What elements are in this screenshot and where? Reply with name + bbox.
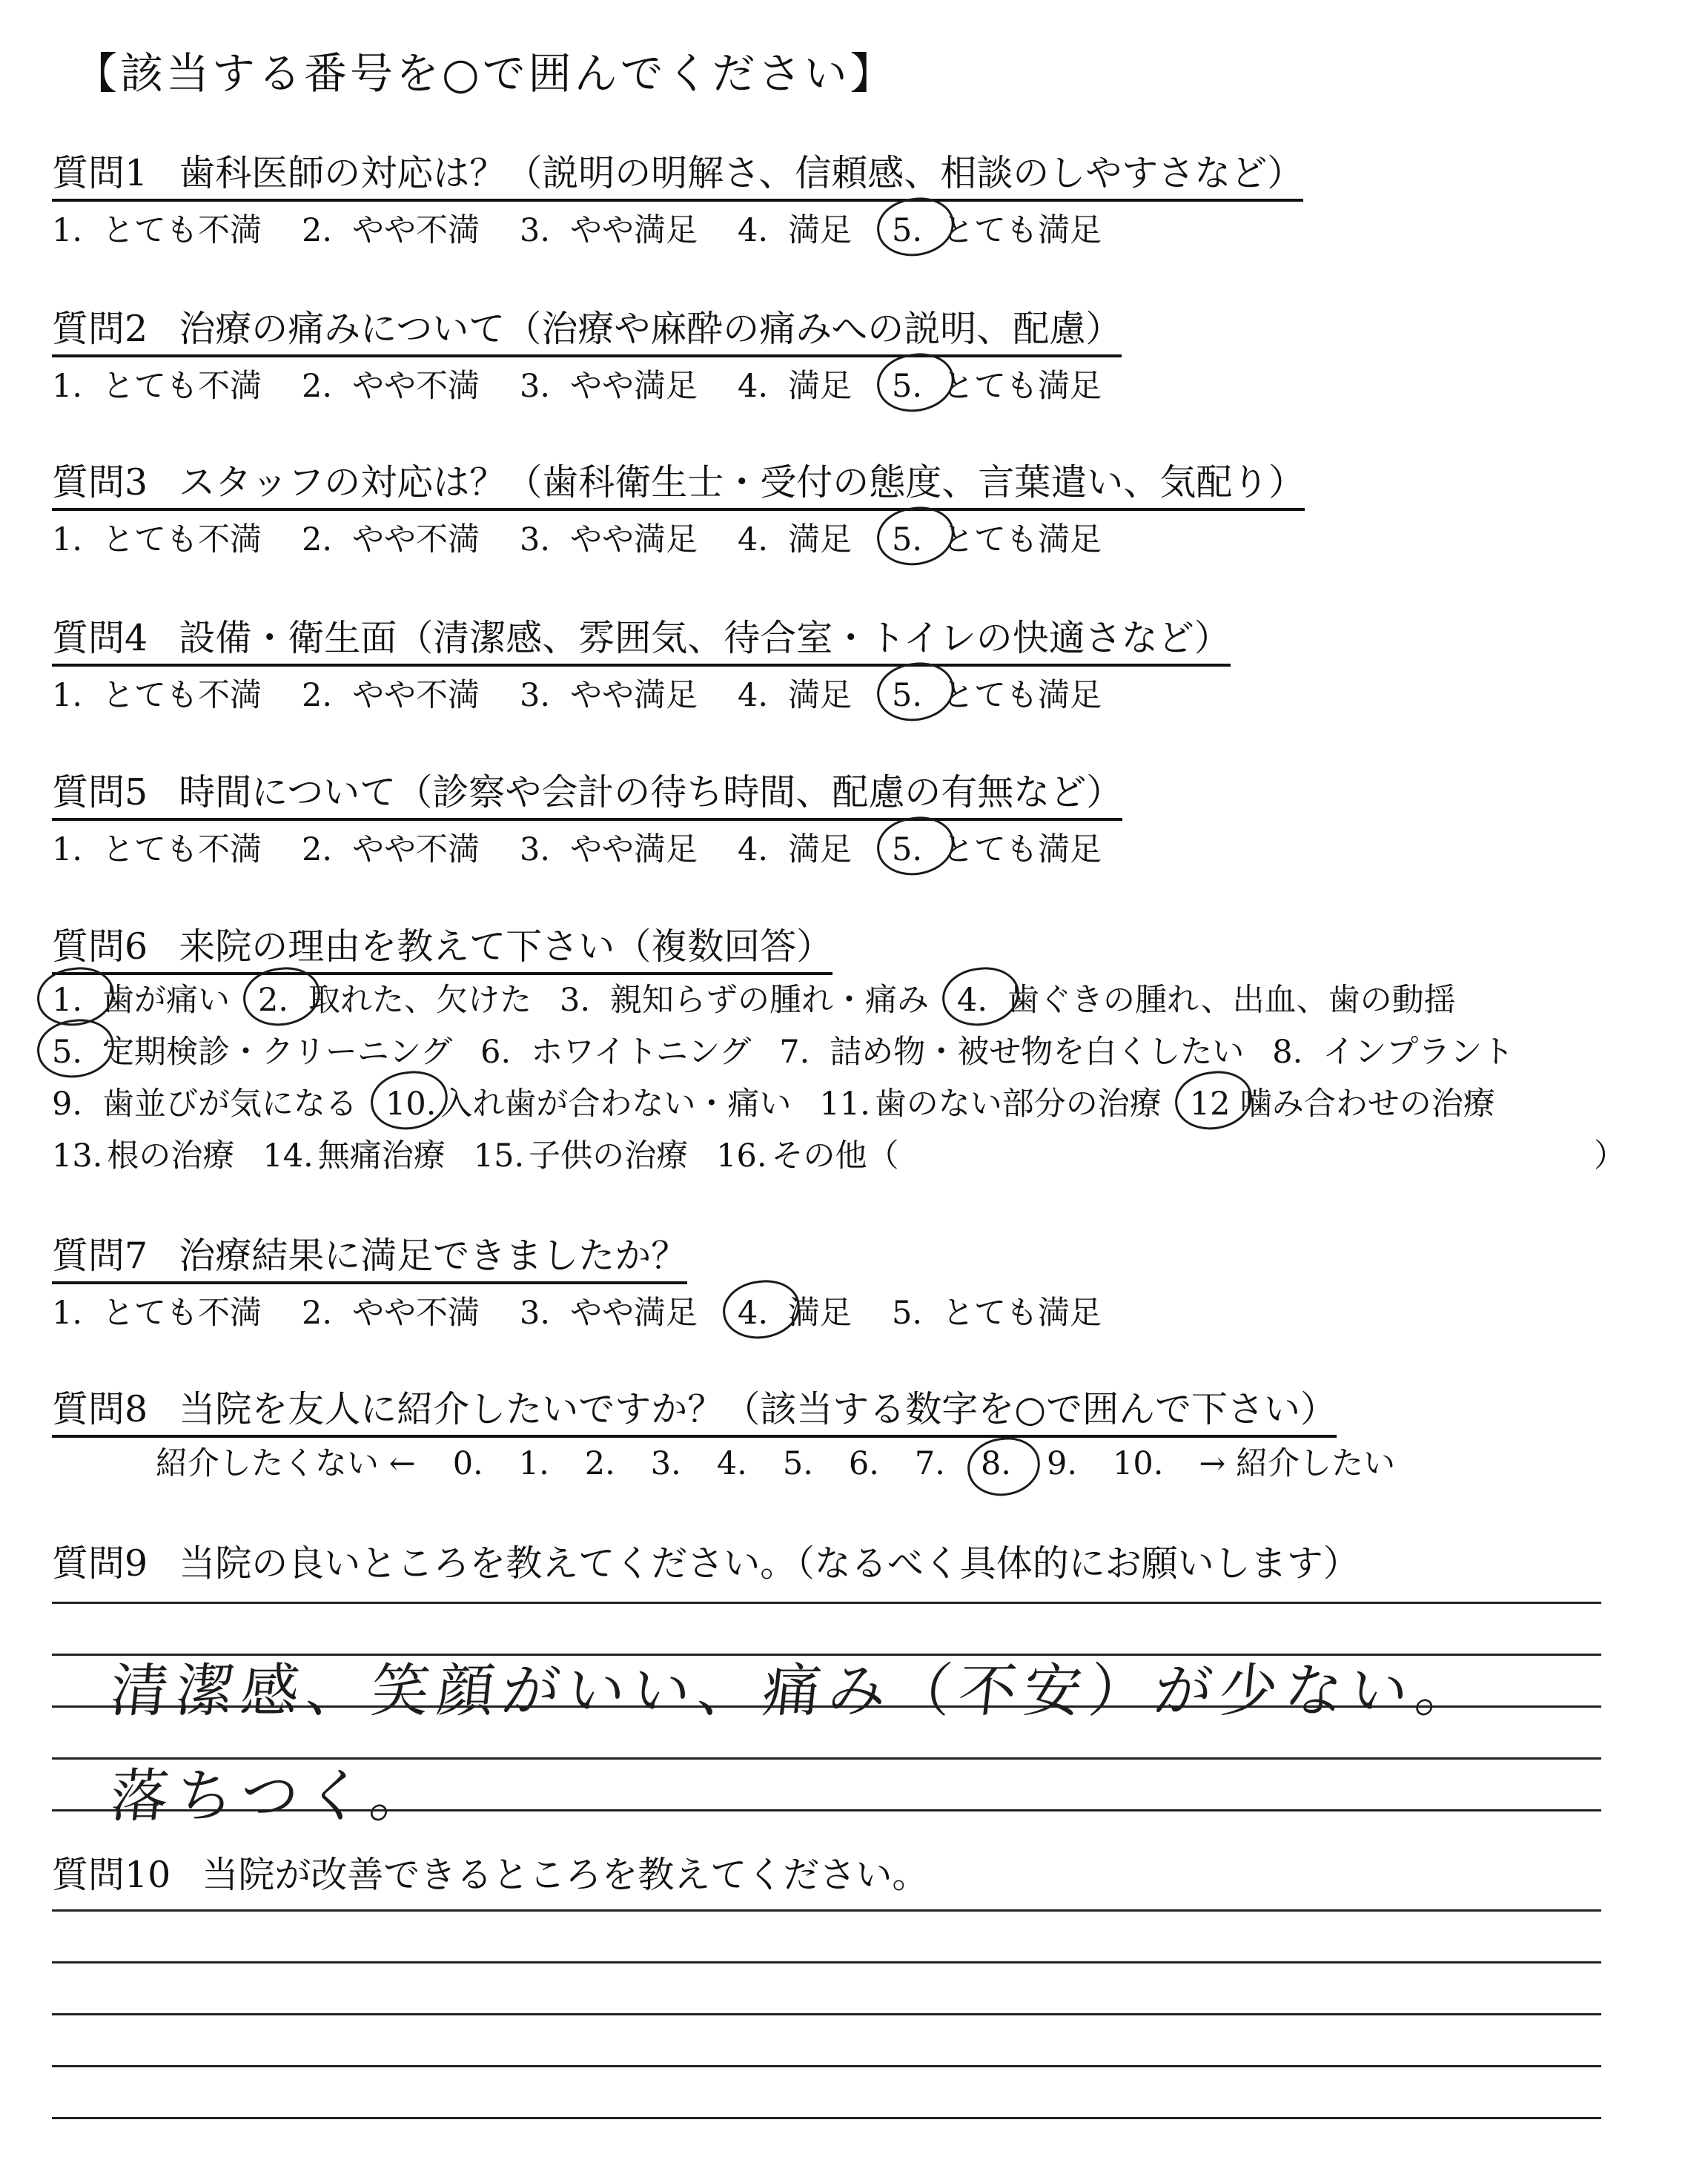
q1-text: 歯科医師の対応は？（説明の明解さ、信頼感、相談のしやすさなど） [179,152,1304,194]
q5-option-4[interactable] [738,825,852,870]
q5-option-5[interactable] [892,825,1102,870]
q1-option-4[interactable] [738,205,852,251]
q3-option-3[interactable] [520,515,698,560]
q10-answer-line-3 [52,2013,1601,2015]
option-label: 入れ歯が合わない・痛い [440,1086,792,1123]
q9-title [52,1535,1360,1589]
score-number: 4. [716,1445,747,1482]
q2-title [52,300,1122,357]
q2-text: 治療の痛みについて（治療や麻酔の痛みへの説明、配慮） [179,308,1122,350]
option-number: 16. [716,1137,767,1175]
q10-answer-line-4 [52,2065,1601,2067]
option-number: 2. [302,521,333,558]
q1-option-3[interactable] [520,205,698,251]
q6-number: 質問6 [52,925,148,968]
q6-option-7[interactable] [779,1027,1244,1072]
q7-text: 治療結果に満足できましたか？ [179,1235,688,1277]
q8-score-2[interactable] [585,1445,615,1482]
q6-option-9[interactable] [52,1079,357,1124]
score-number: 6. [848,1445,879,1482]
q3-options [52,515,1142,560]
q6-title [52,918,833,975]
q5-number: 質問5 [52,771,148,813]
option-number: 3. [520,831,551,868]
option-label: やや満足 [570,677,698,714]
option-label: やや不満 [352,831,480,868]
q8-scale [156,1439,1395,1484]
q3-title [52,454,1305,511]
q8-score-9[interactable] [1047,1445,1077,1482]
q9-text: 当院の良いところを教えてください。（なるべく具体的にお願いします） [179,1542,1360,1585]
option-number: 4. [738,521,769,558]
option-number: 1. [52,212,83,249]
option-label: やや満足 [570,1295,698,1332]
q6-other-close: ） [1594,1137,1626,1175]
option-label: とても満足 [942,677,1102,714]
q7-option-5[interactable] [892,1288,1102,1333]
option-label: とても不満 [102,368,262,405]
option-label: とても満足 [942,521,1102,558]
q8-number: 質問8 [52,1388,148,1430]
option-number: 4. [738,677,769,714]
q8-score-5[interactable] [783,1445,813,1482]
score-number: 3. [650,1445,681,1482]
q5-option-2[interactable] [302,825,480,870]
q1-title [52,145,1303,202]
option-number: 11. [819,1086,870,1123]
q6-option-10[interactable] [385,1079,791,1124]
q8-score-7[interactable] [915,1445,945,1482]
option-label: やや満足 [570,212,698,249]
q6-option-4[interactable] [957,975,1456,1020]
option-label: 満足 [788,212,852,249]
option-number: 13. [52,1137,103,1175]
option-label: とても不満 [102,831,262,868]
score-number: 8. [980,1445,1011,1482]
option-number: 3. [520,521,551,558]
option-label: ホワイトニング [531,1034,752,1071]
option-label: 歯並びが気になる [102,1086,357,1123]
option-number: 1. [52,1295,83,1332]
option-number: 3. [520,677,551,714]
option-label: その他（ [771,1137,899,1175]
q3-option-5[interactable] [892,515,1102,560]
q8-score-3[interactable] [651,1445,681,1482]
q1-number: 質問1 [52,152,148,194]
q4-option-5[interactable] [892,670,1102,716]
q5-title [52,764,1122,821]
q5-option-1[interactable] [52,825,262,870]
q6-option-13[interactable] [52,1131,234,1176]
option-label: 満足 [788,677,852,714]
score-number: 0. [452,1445,483,1482]
option-label: やや不満 [352,212,480,249]
q9-answer-line-1 [52,1602,1601,1604]
option-number: 4. [738,831,769,868]
option-label: 歯のない部分の治療 [874,1086,1162,1123]
option-number: 8. [1272,1034,1303,1071]
q6-option-5[interactable] [52,1027,452,1072]
option-label: 定期検診・クリーニング [102,1034,453,1071]
q4-text: 設備・衛生面（清潔感、雰囲気、待合室・トイレの快適さなど） [179,617,1231,659]
option-label: とても不満 [102,212,262,249]
q8-left-label: 紹介したくない ← [156,1445,416,1482]
q9-handwritten-answer-2: 落ちつく。 [107,1763,439,1830]
q6-option-11[interactable] [819,1079,1161,1124]
option-label: 子供の治療 [529,1137,689,1175]
q7-option-1[interactable] [52,1288,262,1333]
option-number: 5. [892,212,938,249]
option-number: 4. [738,1295,784,1332]
q3-option-2[interactable] [302,515,480,560]
option-number: 3. [560,982,591,1019]
q8-score-6[interactable] [849,1445,879,1482]
q6-row-2 [52,1027,1542,1072]
option-label: 満足 [788,831,852,868]
q7-title [52,1227,687,1284]
option-label: 噛み合わせの治療 [1239,1086,1495,1123]
option-label: やや満足 [570,831,698,868]
q10-number: 質問10 [52,1854,171,1896]
q4-title [52,610,1231,667]
q8-score-0[interactable] [453,1445,483,1482]
option-number: 5. [892,521,938,558]
option-label: やや不満 [352,521,480,558]
option-number: 5. [52,1034,98,1071]
option-number: 2. [302,368,333,405]
option-number: 5. [892,677,938,714]
option-number: 2. [302,1295,333,1332]
q1-options [52,205,1142,251]
option-label: やや不満 [352,368,480,405]
q10-answer-line-5 [52,2117,1601,2119]
q2-option-1[interactable] [52,361,262,406]
q3-option-4[interactable] [738,515,852,560]
option-label: とても満足 [942,212,1102,249]
option-label: 満足 [788,521,852,558]
q7-option-3[interactable] [520,1288,698,1333]
q8-score-1[interactable] [519,1445,549,1482]
option-number: 12 [1190,1086,1236,1123]
q5-option-3[interactable] [520,825,698,870]
q1-option-2[interactable] [302,205,480,251]
q2-number: 質問2 [52,308,148,350]
option-label: 歯ぐきの腫れ、出血、歯の動揺 [1007,982,1456,1019]
score-number: 9. [1046,1445,1078,1482]
option-label: 満足 [788,368,852,405]
q2-option-2[interactable] [302,361,480,406]
option-label: とても不満 [102,521,262,558]
option-number: 1. [52,368,83,405]
q8-score-8[interactable] [981,1445,1011,1482]
option-number: 5. [892,831,938,868]
q6-option-12[interactable] [1190,1079,1495,1124]
q7-option-4[interactable] [738,1288,852,1333]
q4-option-3[interactable] [520,670,698,716]
q7-options [52,1288,1142,1333]
option-label: とても不満 [102,677,262,714]
option-label: とても満足 [942,1295,1102,1332]
q7-option-2[interactable] [302,1288,480,1333]
option-number: 10. [385,1086,437,1123]
q4-option-4[interactable] [738,670,852,716]
q6-text: 来院の理由を教えて下さい（複数回答） [179,925,833,968]
option-number: 5. [892,368,938,405]
q2-options [52,361,1142,406]
q1-option-5[interactable] [892,205,1102,251]
option-number: 3. [520,212,551,249]
option-number: 6. [480,1034,512,1071]
q7-number: 質問7 [52,1235,148,1277]
q5-options [52,825,1142,870]
q9-handwritten-answer-1: 清潔感、笑顔がいい、痛み（不安）が少ない。 [107,1658,1485,1725]
option-number: 5. [892,1295,923,1332]
q2-option-4[interactable] [738,361,852,406]
q6-option-2[interactable] [258,975,532,1020]
option-label: 無痛治療 [317,1137,446,1175]
q2-option-5[interactable] [892,361,1102,406]
option-label: 根の治療 [107,1137,235,1175]
option-number: 3. [520,1295,551,1332]
option-number: 1. [52,831,83,868]
option-label: 親知らずの腫れ・痛み [610,982,929,1019]
option-label: 歯が痛い [102,982,230,1019]
q6-option-6[interactable] [480,1027,751,1072]
option-number: 4. [957,982,1003,1019]
q3-number: 質問3 [52,461,148,503]
q4-number: 質問4 [52,617,148,659]
q6-option-16[interactable] [716,1131,898,1176]
option-number: 3. [520,368,551,405]
option-number: 2. [302,677,333,714]
q8-score-4[interactable] [717,1445,747,1482]
q3-text: スタッフの対応は？（歯科衛生士・受付の態度、言葉遣い、気配り） [179,461,1305,503]
score-number: 2. [584,1445,615,1482]
option-number: 9. [52,1086,83,1123]
score-number: 1. [518,1445,549,1482]
q1-option-1[interactable] [52,205,262,251]
option-number: 2. [258,982,304,1019]
q10-text: 当院が改善できるところを教えてください。 [202,1854,929,1896]
option-number: 1. [52,677,83,714]
q8-title [52,1381,1337,1438]
q8-right-label: → 紹介したい [1199,1445,1396,1482]
option-label: 取れた、欠けた [308,982,532,1019]
q10-title [52,1846,928,1900]
option-number: 1. [52,982,98,1019]
option-number: 4. [738,212,769,249]
score-number: 10. [1113,1445,1164,1482]
q6-option-15[interactable] [474,1131,688,1176]
option-label: やや満足 [570,521,698,558]
q6-row-1 [52,975,1484,1020]
q8-score-10[interactable] [1113,1445,1163,1482]
option-label: やや不満 [352,677,480,714]
score-number: 5. [782,1445,813,1482]
page-title: 【該当する番号を○で囲んでください】 [74,48,896,99]
option-label: 満足 [788,1295,852,1332]
option-label: やや満足 [570,368,698,405]
q4-option-2[interactable] [302,670,480,716]
q6-option-8[interactable] [1272,1027,1514,1072]
option-label: インプラント [1323,1034,1515,1071]
option-number: 7. [779,1034,810,1071]
option-number: 15. [473,1137,525,1175]
option-label: とても不満 [102,1295,262,1332]
option-label: 詰め物・被せ物を白くしたい [830,1034,1245,1071]
q3-option-1[interactable] [52,515,262,560]
option-label: とても満足 [942,368,1102,405]
q6-row-3 [52,1079,1523,1124]
q4-options [52,670,1142,716]
option-number: 14. [262,1137,314,1175]
q10-answer-line-1 [52,1909,1601,1912]
score-number: 7. [914,1445,945,1482]
option-label: とても満足 [942,831,1102,868]
option-label: やや不満 [352,1295,480,1332]
q9-number: 質問9 [52,1542,148,1585]
q4-option-1[interactable] [52,670,262,716]
option-number: 4. [738,368,769,405]
q10-answer-line-2 [52,1961,1601,1964]
option-number: 2. [302,831,333,868]
q6-row-4 [52,1131,927,1176]
option-number: 2. [302,212,333,249]
q2-option-3[interactable] [520,361,698,406]
q6-option-3[interactable] [560,975,929,1020]
q8-text: 当院を友人に紹介したいですか？（該当する数字を○で囲んで下さい） [179,1388,1337,1430]
q5-text: 時間について（診察や会計の待ち時間、配慮の有無など） [179,771,1123,813]
q6-option-14[interactable] [262,1131,445,1176]
option-number: 1. [52,521,83,558]
q6-option-1[interactable] [52,975,230,1020]
